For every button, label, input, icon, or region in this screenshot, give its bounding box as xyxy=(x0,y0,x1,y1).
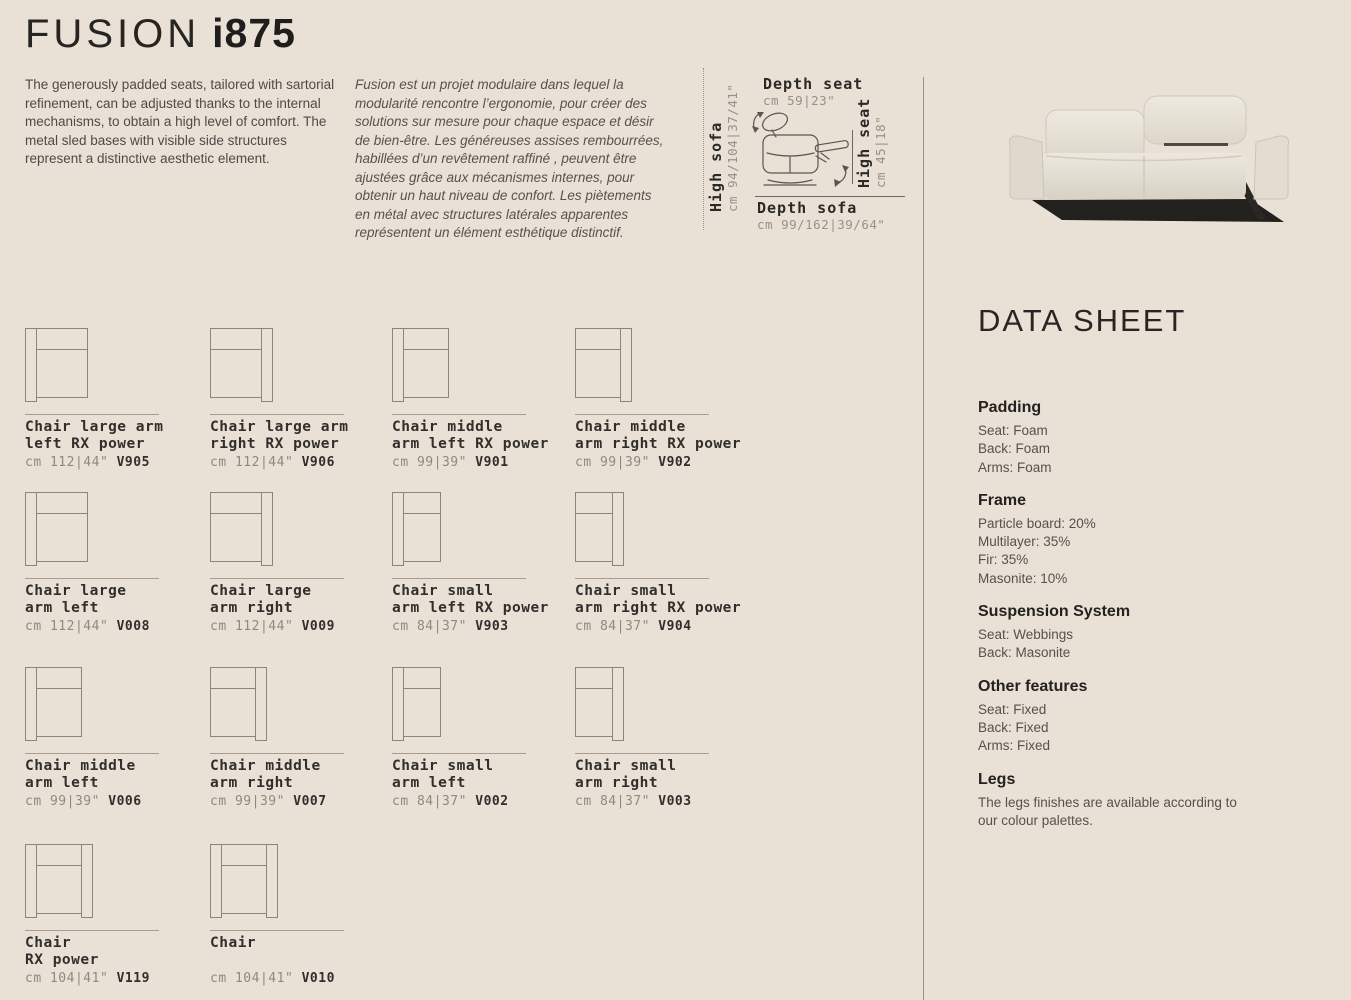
module-code: V901 xyxy=(475,455,509,470)
headrest-raised xyxy=(1144,96,1246,144)
divider xyxy=(210,930,344,931)
module-top-view-diagram xyxy=(392,492,572,572)
module-name-line2: arm left xyxy=(25,775,99,791)
module-name-line1: Chair middle xyxy=(392,419,503,435)
depth-sofa-dimension xyxy=(757,200,885,232)
module-top-view-diagram xyxy=(25,492,205,572)
module-card-v008 xyxy=(25,492,205,634)
module-size: cm 84|37" xyxy=(575,619,650,634)
module-card-v010 xyxy=(210,844,390,986)
module-card-v007 xyxy=(210,667,390,809)
description-english: The generously padded seats, tailored with sartorial refinement, can be adjusted thanks to the internal mechanisms, to obtain a high level of comfort. The metal sled bases with visible side structures represent a distinctive aesthetic element. xyxy=(25,77,335,166)
module-name-line2: arm right xyxy=(210,775,294,791)
seat-body-shape xyxy=(210,492,262,562)
module-name-line1: Chair xyxy=(210,935,257,951)
spec-line: Back: Masonite xyxy=(978,645,1071,661)
high-seat-value: cm 45|18" xyxy=(873,115,888,188)
module-card-v119 xyxy=(25,844,205,986)
module-name-line2: arm right xyxy=(210,600,294,616)
depth-seat-value: cm 59|23" xyxy=(763,93,836,108)
datasheet-heading: DATA SHEET xyxy=(978,303,1187,338)
module-top-view-diagram xyxy=(210,328,390,408)
spec-line: Fir: 35% xyxy=(978,552,1029,568)
module-code: V902 xyxy=(658,455,692,470)
section-legs xyxy=(978,771,1328,831)
high-seat-label: High seat xyxy=(855,97,873,188)
high-seat-dimension xyxy=(856,98,888,188)
module-card-v902 xyxy=(575,328,755,470)
module-top-view-diagram xyxy=(575,492,755,572)
rotation-arrow-icon xyxy=(834,165,849,187)
module-name-line1: Chair large xyxy=(25,583,127,599)
section-divider xyxy=(923,77,924,1000)
seat-body-shape xyxy=(36,844,82,914)
spec-line: Seat: Fixed xyxy=(978,701,1047,717)
module-name-line1: Chair large xyxy=(210,583,312,599)
module-top-view-diagram xyxy=(25,844,205,924)
arm-right-shape xyxy=(612,492,624,566)
module-code: V006 xyxy=(108,794,142,809)
module-code: V906 xyxy=(301,455,335,470)
module-name-line2: arm left RX power xyxy=(392,600,549,616)
section-suspension xyxy=(978,603,1328,663)
datasheet-panel xyxy=(978,399,1328,845)
seat-body-shape xyxy=(403,667,441,737)
spec-line: Back: Fixed xyxy=(978,719,1049,735)
module-size: cm 84|37" xyxy=(575,794,650,809)
module-top-view-diagram xyxy=(575,667,755,747)
module-name-line1: Chair large arm xyxy=(210,419,349,435)
module-name-line1: Chair large arm xyxy=(25,419,164,435)
section-frame xyxy=(978,492,1328,588)
section-title: Suspension System xyxy=(978,603,1131,621)
module-dimensions xyxy=(210,794,390,809)
seat-body-shape xyxy=(403,492,441,562)
module-code: V009 xyxy=(301,619,335,634)
module-code: V003 xyxy=(658,794,692,809)
module-name-line2: arm left RX power xyxy=(392,436,549,452)
module-code: V002 xyxy=(475,794,509,809)
module-name-line1: Chair middle xyxy=(575,419,686,435)
section-other-features xyxy=(978,678,1328,756)
spec-line: Arms: Foam xyxy=(978,459,1052,475)
module-top-view-diagram xyxy=(210,844,390,924)
module-size: cm 99|39" xyxy=(392,455,467,470)
module-top-view-diagram xyxy=(25,328,205,408)
module-name-line1: Chair middle xyxy=(210,758,321,774)
module-name-line1: Chair small xyxy=(575,758,677,774)
module-name-line1: Chair small xyxy=(392,758,494,774)
module-name-line2: RX power xyxy=(25,952,99,968)
module-dimensions xyxy=(210,619,390,634)
spec-line: Seat: Foam xyxy=(978,423,1048,438)
seat-body-shape xyxy=(36,492,88,562)
high-sofa-label: High sofa xyxy=(707,121,725,212)
module-top-view-diagram xyxy=(392,667,572,747)
high-sofa-dimension xyxy=(708,84,740,212)
module-name-line2: arm right RX power xyxy=(575,600,742,616)
arm-right-shape xyxy=(261,492,273,566)
divider xyxy=(392,414,526,415)
page-title xyxy=(25,10,296,57)
module-top-view-diagram xyxy=(575,328,755,408)
armrest-right xyxy=(1254,136,1289,199)
arm-right-shape xyxy=(255,667,267,741)
divider xyxy=(575,414,709,415)
module-size: cm 104|41" xyxy=(25,971,109,986)
arm-right-shape xyxy=(81,844,93,918)
module-card-v002 xyxy=(392,667,572,809)
module-code: V119 xyxy=(116,971,150,986)
module-size: cm 112|44" xyxy=(210,455,294,470)
module-top-view-diagram xyxy=(25,667,205,747)
module-code: V903 xyxy=(475,619,509,634)
arm-right-shape xyxy=(612,667,624,741)
module-size: cm 84|37" xyxy=(392,794,467,809)
module-top-view-diagram xyxy=(392,328,572,408)
module-name-line2: arm left xyxy=(25,600,99,616)
seat-body-shape xyxy=(575,328,621,398)
module-size: cm 99|39" xyxy=(210,794,285,809)
module-code: V904 xyxy=(658,619,692,634)
module-card-v906 xyxy=(210,328,390,470)
seat-body-shape xyxy=(210,328,262,398)
sofa-product-photo xyxy=(950,66,1350,231)
depth-sofa-value: cm 99/162|39/64" xyxy=(757,217,886,232)
module-size: cm 112|44" xyxy=(25,619,109,634)
module-dimensions xyxy=(575,794,755,809)
module-name-line1: Chair small xyxy=(575,583,677,599)
product-model: i875 xyxy=(212,10,296,56)
seat-body-shape xyxy=(210,667,256,737)
depth-sofa-label: Depth sofa xyxy=(757,199,858,217)
module-code: V007 xyxy=(293,794,327,809)
module-size: cm 84|37" xyxy=(392,619,467,634)
divider xyxy=(392,578,526,579)
module-card-v905 xyxy=(25,328,205,470)
module-card-v904 xyxy=(575,492,755,634)
module-card-v903 xyxy=(392,492,572,634)
section-title: Other features xyxy=(978,677,1088,695)
arm-right-shape xyxy=(620,328,632,402)
module-name-line2: arm left xyxy=(392,775,466,791)
module-name-line2: arm right xyxy=(575,775,659,791)
recliner-side-view-diagram xyxy=(742,108,860,198)
dimension-extent-line xyxy=(703,68,704,230)
module-name-line1: Chair xyxy=(25,935,72,951)
module-name-line1: Chair middle xyxy=(25,758,136,774)
module-top-view-diagram xyxy=(210,667,390,747)
description-french: Fusion est un projet modulaire dans lequel la modularité rencontre l’ergonomie, pour créer des solutions sur mesure pour chaque espace et désir de bien-être. Les généreuses assises rembourrées, habillées d’un revêtement raffiné , peuvent être ajustées grâce aux mécanismes internes, pour obtenir un haut niveau de confort. Les piètements en métal avec structures latérales apparentes représentent un élément esthétique distinctif. xyxy=(355,77,664,240)
seat-body-shape xyxy=(403,328,449,398)
arm-right-shape xyxy=(261,328,273,402)
module-card-v006 xyxy=(25,667,205,809)
spec-line: our colour palettes. xyxy=(978,812,1093,828)
module-name-line2: left RX power xyxy=(25,436,145,452)
spec-line: Masonite: 10% xyxy=(978,570,1068,586)
arm-right-shape xyxy=(266,844,278,918)
spec-line: Back: Foam xyxy=(978,441,1051,457)
section-title: Padding xyxy=(978,399,1042,416)
section-padding xyxy=(978,399,1328,477)
module-name-line1: Chair small xyxy=(392,583,494,599)
module-name-line2 xyxy=(210,952,390,969)
section-title: Legs xyxy=(978,770,1016,788)
module-dimensions xyxy=(25,619,205,634)
module-size: cm 99|39" xyxy=(575,455,650,470)
spec-line: Arms: Fixed xyxy=(978,738,1051,754)
section-title: Frame xyxy=(978,491,1027,509)
depth-seat-dimension xyxy=(763,76,863,108)
module-name-line2: right RX power xyxy=(210,436,340,452)
module-dimensions xyxy=(392,794,572,809)
module-size: cm 99|39" xyxy=(25,794,100,809)
module-dimensions xyxy=(392,619,572,634)
module-dimensions xyxy=(25,971,205,986)
module-size: cm 104|41" xyxy=(210,971,294,986)
depth-seat-label: Depth seat xyxy=(763,75,864,93)
divider xyxy=(575,753,709,754)
module-dimensions xyxy=(575,619,755,634)
divider xyxy=(210,753,344,754)
module-size: cm 112|44" xyxy=(25,455,109,470)
divider xyxy=(25,414,159,415)
spec-line: Seat: Webbings xyxy=(978,627,1074,643)
module-code: V010 xyxy=(301,971,335,986)
module-name-line2: arm right RX power xyxy=(575,436,742,452)
product-name: FUSION xyxy=(25,12,201,56)
module-dimensions xyxy=(392,455,572,470)
spec-line: Particle board: 20% xyxy=(978,515,1096,531)
module-code: V905 xyxy=(116,455,150,470)
divider xyxy=(392,753,526,754)
module-dimensions xyxy=(210,971,390,986)
divider xyxy=(25,930,159,931)
module-dimensions xyxy=(25,455,205,470)
spec-line: Multilayer: 35% xyxy=(978,534,1071,550)
module-card-v009 xyxy=(210,492,390,634)
seat-body-shape xyxy=(221,844,267,914)
divider xyxy=(210,414,344,415)
module-dimensions xyxy=(210,455,390,470)
seat-body-shape xyxy=(575,667,613,737)
divider xyxy=(575,578,709,579)
headrest-hinge xyxy=(1164,143,1228,146)
seat-body-shape xyxy=(36,667,82,737)
divider xyxy=(25,578,159,579)
divider xyxy=(25,753,159,754)
sofa-shadow xyxy=(1032,199,1284,222)
spec-line: The legs finishes are available according to xyxy=(978,794,1237,810)
module-card-v901 xyxy=(392,328,572,470)
module-code: V008 xyxy=(116,619,150,634)
rotation-arrow-icon xyxy=(752,112,764,133)
module-dimensions xyxy=(575,455,755,470)
module-card-v003 xyxy=(575,667,755,809)
divider xyxy=(210,578,344,579)
seat-body-shape xyxy=(575,492,613,562)
armrest-left xyxy=(1009,136,1044,199)
module-top-view-diagram xyxy=(210,492,390,572)
high-sofa-value: cm 94/104|37/41" xyxy=(725,83,740,212)
module-dimensions xyxy=(25,794,205,809)
module-size: cm 112|44" xyxy=(210,619,294,634)
seat-body-shape xyxy=(36,328,88,398)
